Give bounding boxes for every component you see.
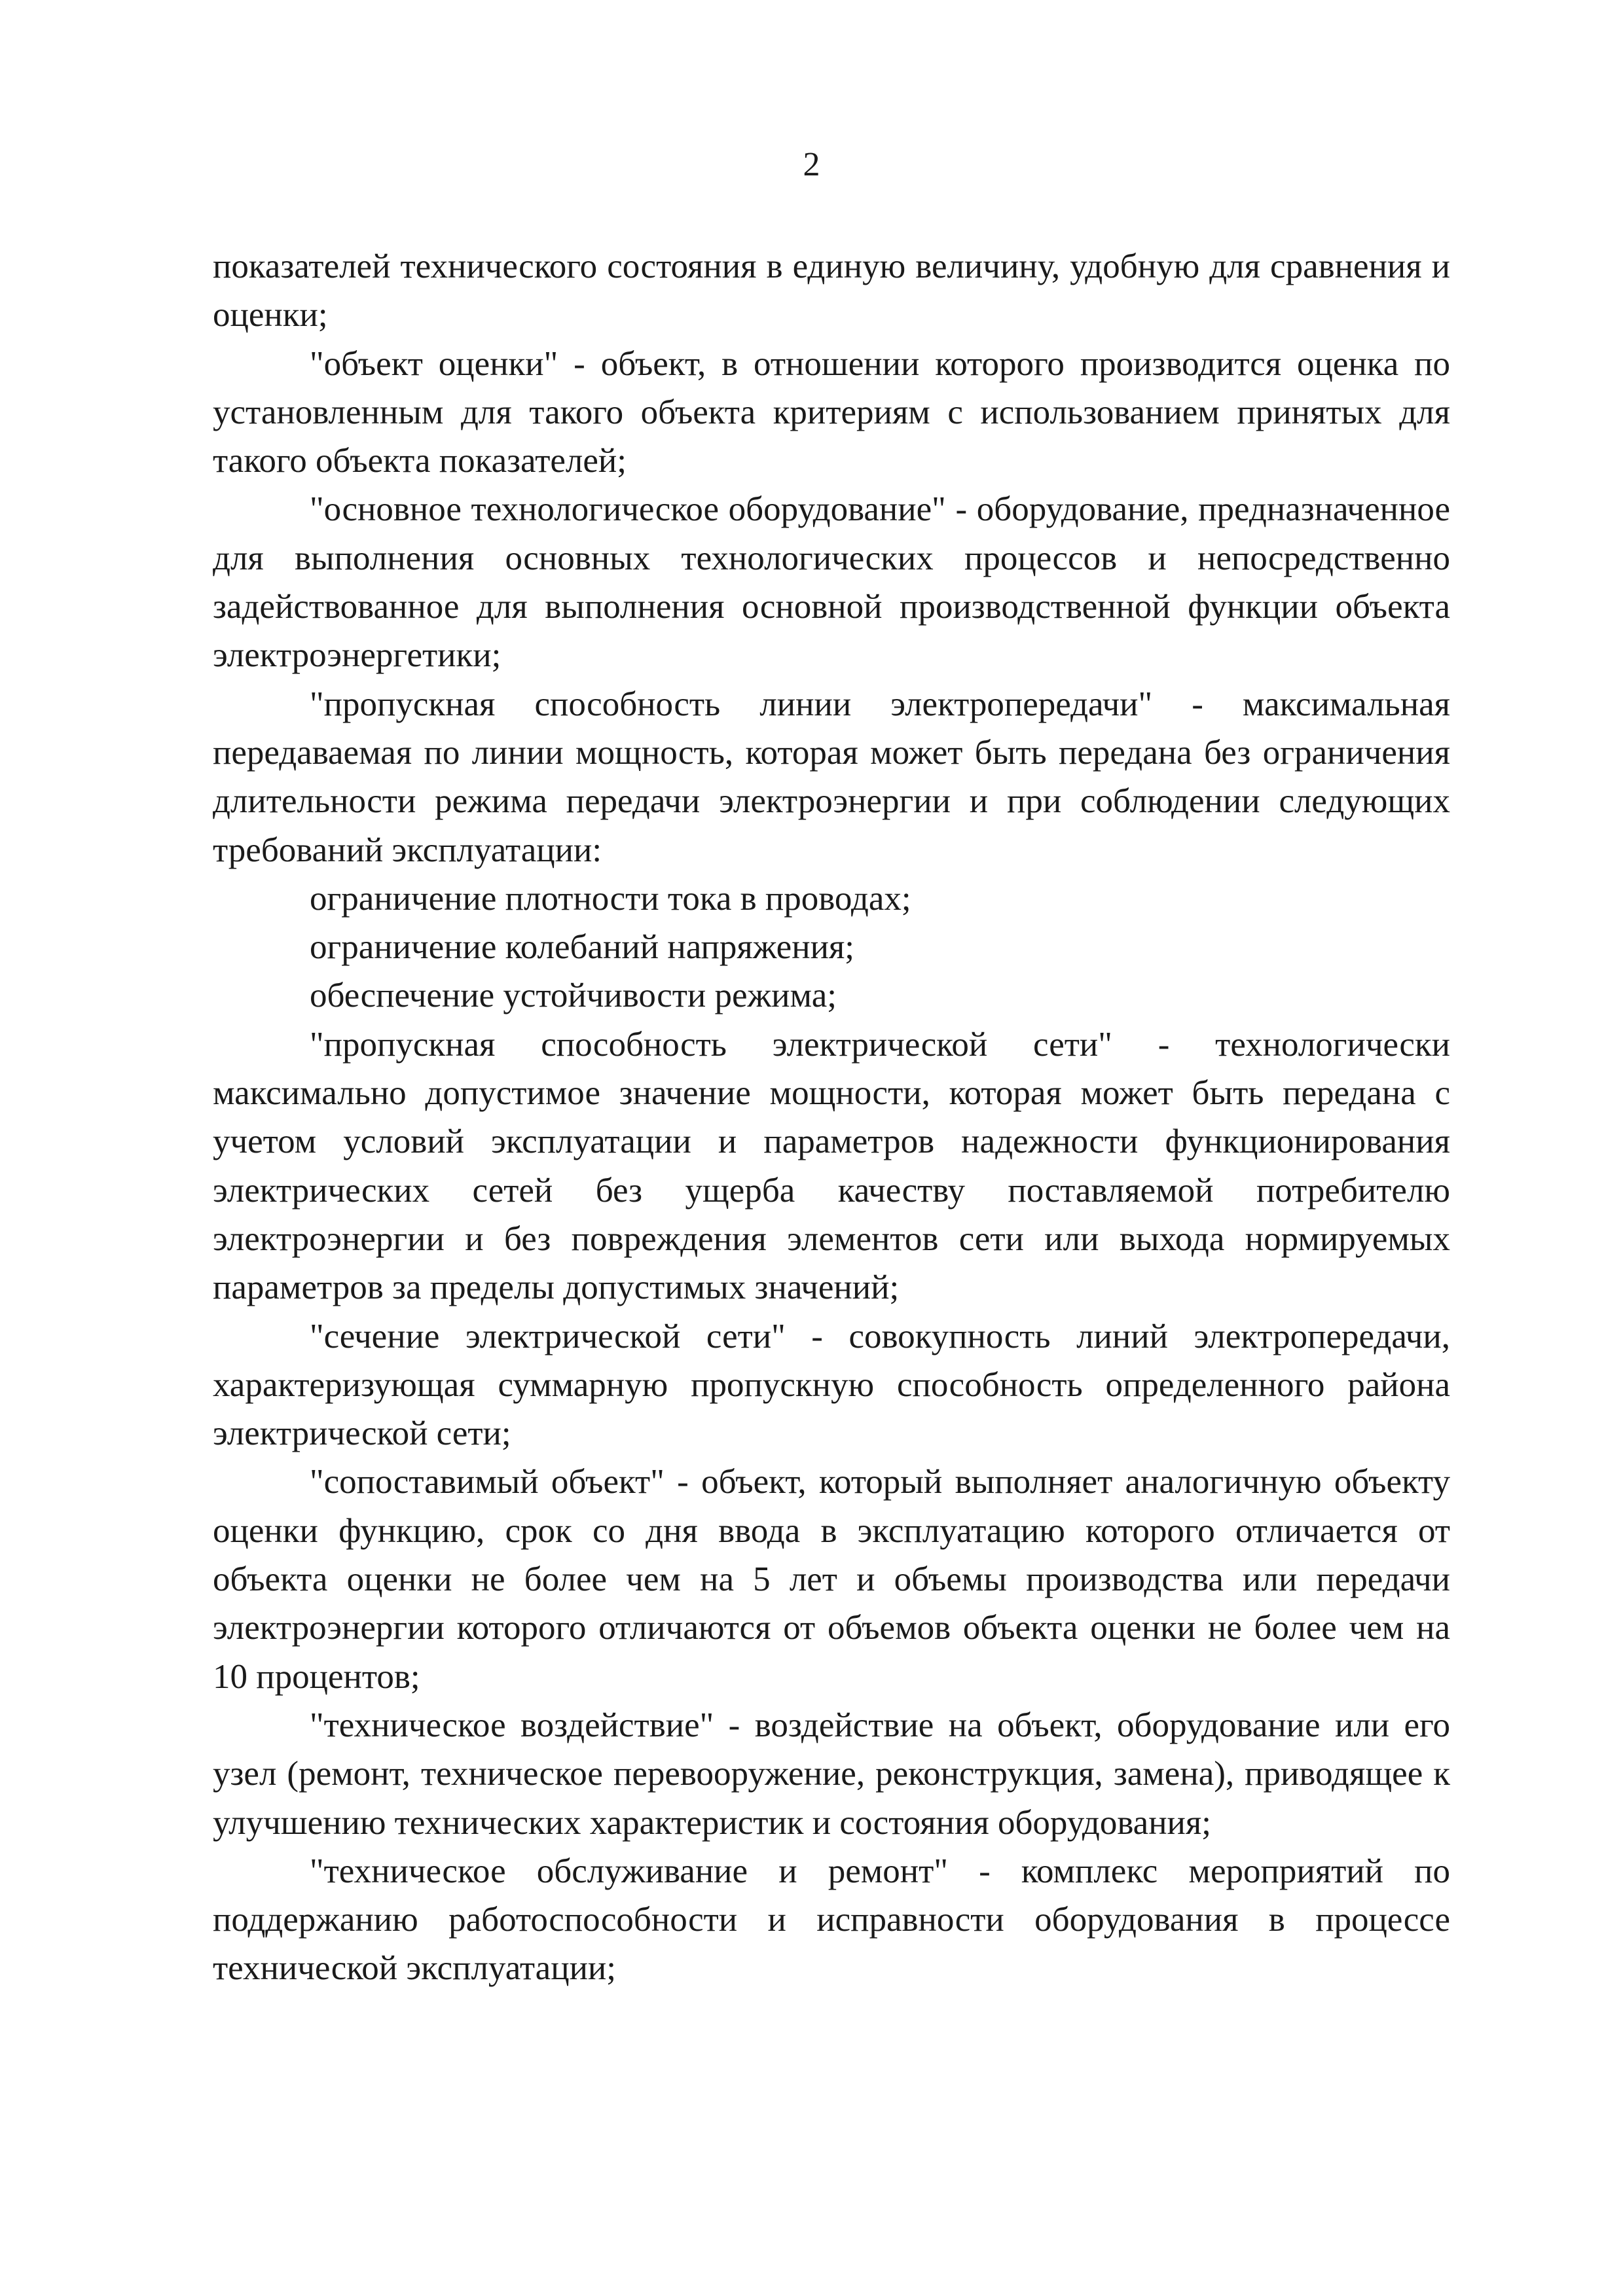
- list-item-voltage-fluctuation: ограничение колебаний напряжения;: [310, 928, 855, 967]
- list-item-stability: обеспечение устойчивости режима;: [310, 977, 837, 1015]
- definition-line-capacity: "пропускная способность линии электропередачи" - максимальная передаваемая по линии мощность, которая может быть передана без ограничения длительности режима передачи электроэнергии и при соблюдении следующих требований эксплуатации:: [213, 685, 1450, 869]
- definition-technical-impact: "техническое воздействие" - воздействие на объект, оборудование или его узел (ремонт, техническое перевооружение, реконструкция, замена), приводящее к улучшению технических характеристик и состояния оборудования;: [213, 1706, 1450, 1842]
- definition-network-section: "сечение электрической сети" - совокупность линий электропередачи, характеризующая суммарную пропускную способность определенного района электрической сети;: [213, 1317, 1450, 1453]
- paragraph-continuation: показателей технического состояния в единую величину, удобную для сравнения и оценки;: [213, 247, 1450, 334]
- definition-comparable-object: "сопоставимый объект" - объект, который выполняет аналогичную объекту оценки функцию, срок со дня ввода в эксплуатацию которого отличается от объекта оценки не более чем на 5 лет и объемы производства или передачи электроэнергии которого отличаются от объемов объекта оценки не более чем на 10 процентов;: [213, 1463, 1450, 1696]
- definition-object-assessment: "объект оценки" - объект, в отношении которого производится оценка по установленным для такого объекта критериям с использованием принятых для такого объекта показателей;: [213, 344, 1450, 480]
- definition-maintenance-repair: "техническое обслуживание и ремонт" - комплекс мероприятий по поддержанию работоспособности и исправности оборудования в процессе технической эксплуатации;: [213, 1852, 1450, 1988]
- document-body: [213, 242, 1450, 1993]
- list-item-current-density: ограничение плотности тока в проводах;: [310, 879, 911, 918]
- definition-network-capacity: "пропускная способность электрической сети" - технологически максимально допустимое значение мощности, которая может быть передана с учетом условий эксплуатации и параметров надежности функционирования электрических сетей без ущерба качеству поставляемой потребителю электроэнергии и без повреждения элементов сети или выхода нормируемых параметров за пределы допустимых значений;: [213, 1025, 1450, 1307]
- page-number: 2: [803, 146, 820, 183]
- definition-main-equipment: "основное технологическое оборудование" - оборудование, предназначенное для выполнения основных технологических процессов и непосредственно задействованное для выполнения основной производственной функции объекта электроэнергетики;: [213, 490, 1450, 675]
